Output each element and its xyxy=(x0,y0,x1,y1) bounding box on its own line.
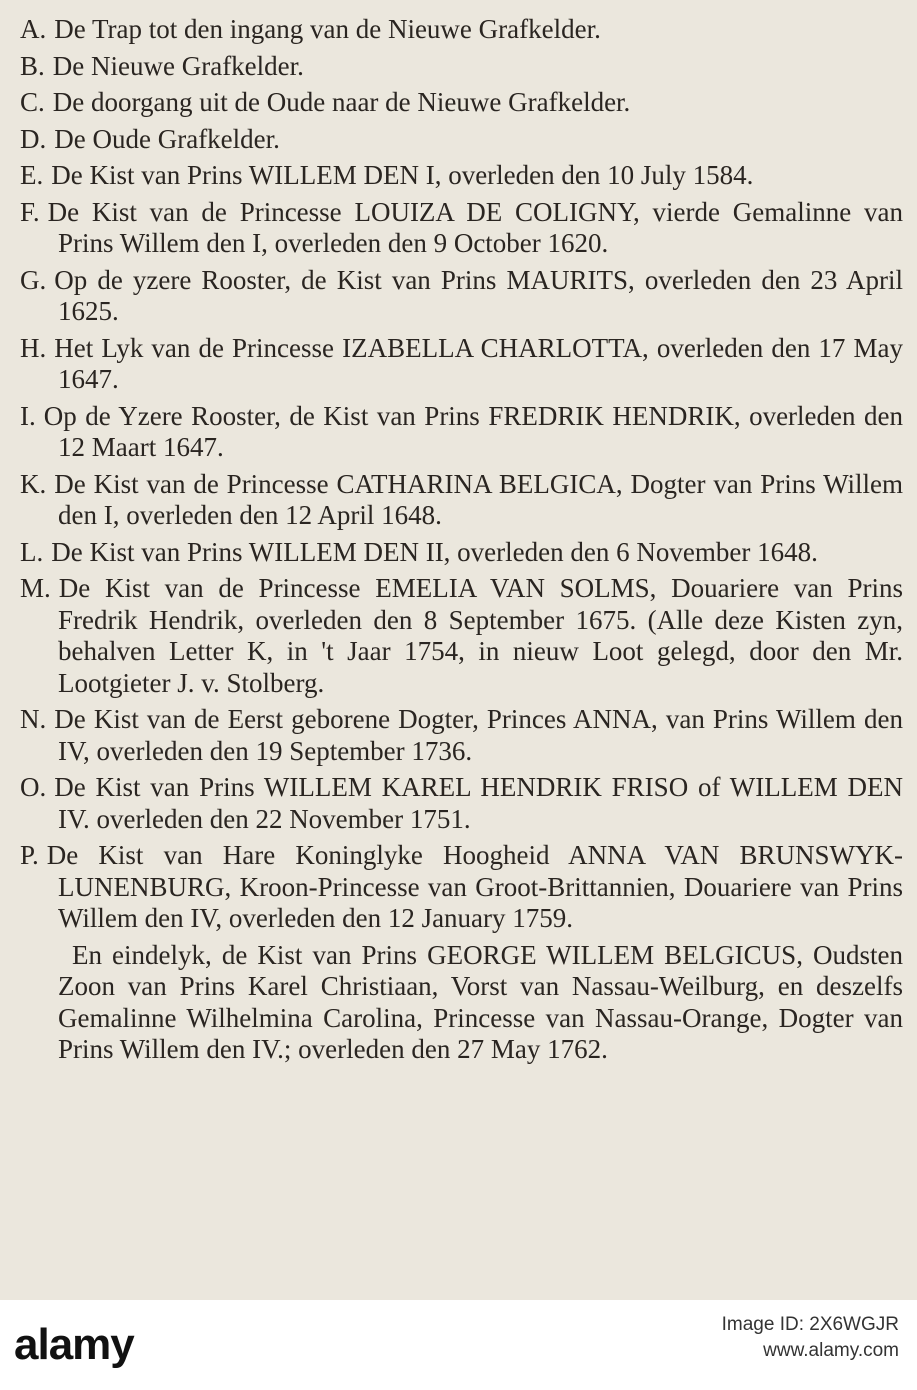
entry-text: De Trap tot den ingang van de Nieuwe Grafkelder. xyxy=(54,14,601,44)
entry-text: De doorgang uit de Oude naar de Nieuwe Grafkelder. xyxy=(52,87,631,117)
entry-letter: E. xyxy=(20,160,44,190)
entry-letter: G. xyxy=(20,264,47,295)
entry-text: Op de yzere Rooster, de Kist van Prins MAURITS, overleden den 23 April 1625. xyxy=(54,264,903,326)
entry-text: Op de Yzere Rooster, de Kist van Prins FREDRIK HENDRIK, overleden den 12 Maart 1647. xyxy=(43,400,903,462)
entry-letter: N. xyxy=(20,704,47,734)
entry-b xyxy=(20,51,903,83)
entry-a xyxy=(20,14,903,46)
entry-o xyxy=(20,772,903,835)
entry-m xyxy=(20,573,903,699)
entry-letter: L. xyxy=(20,536,44,567)
entry-g xyxy=(20,265,903,328)
entry-letter: M. xyxy=(20,573,51,603)
entry-text: De Kist van Prins WILLEM KAREL HENDRIK FRISO of WILLEM DEN IV. overleden den 22 November 1751. xyxy=(54,772,903,834)
entry-letter: O. xyxy=(20,772,47,802)
entry-letter: C. xyxy=(20,87,45,117)
entry-letter: F. xyxy=(20,196,40,227)
entry-letter: D. xyxy=(20,123,47,154)
entry-k xyxy=(20,469,903,532)
entry-text: Het Lyk van de Princesse IZABELLA CHARLOTTA, overleden den 17 May 1647. xyxy=(54,332,903,394)
entry-letter: P. xyxy=(20,840,39,870)
entry-h xyxy=(20,333,903,396)
entry-e xyxy=(20,160,903,192)
entry-letter: I. xyxy=(20,400,36,431)
logo-text: alamy xyxy=(14,1320,134,1369)
entry-f xyxy=(20,197,903,260)
entry-letter: A. xyxy=(20,14,47,44)
entry-text: De Kist van de Princesse CATHARINA BELGICA, Dogter van Prins Willem den I, overleden den 12 April 1648. xyxy=(54,468,903,530)
entry-c xyxy=(20,87,903,119)
footer-divider xyxy=(0,1303,917,1305)
entry-i xyxy=(20,401,903,464)
entry-text: De Oude Grafkelder. xyxy=(54,123,280,154)
entry-letter: H. xyxy=(20,332,47,363)
stock-url: www.alamy.com xyxy=(763,1340,899,1361)
image-id: Image ID: 2X6WGJR xyxy=(721,1314,899,1335)
entry-text: De Kist van Hare Koninglyke Hoogheid ANNA VAN BRUNSWYK-LUNENBURG, Kroon-Princesse van Groot-Brittannien, Douariere van Prins Willem den IV, overleden den 12 January 1759. xyxy=(46,840,903,933)
entry-letter: B. xyxy=(20,50,45,81)
entry-p xyxy=(20,840,903,935)
entry-text: De Kist van Prins WILLEM DEN I, overleden den 10 July 1584. xyxy=(51,160,754,190)
stock-logo xyxy=(14,1316,214,1374)
stock-meta xyxy=(339,1312,899,1364)
entry-d xyxy=(20,124,903,156)
entry-l xyxy=(20,537,903,569)
entry-letter: K. xyxy=(20,468,47,499)
entry-text: De Nieuwe Grafkelder. xyxy=(52,50,304,81)
entry-text: De Kist van de Eerst geborene Dogter, Princes ANNA, van Prins Willem den IV, overleden den 19 September 1736. xyxy=(54,704,903,766)
closing-paragraph: En eindelyk, de Kist van Prins GEORGE WILLEM BELGICUS, Oudsten Zoon van Prins Karel Christiaan, Vorst van Nassau-Weilburg, en deszelfs Gemalinne Wilhelmina Carolina, Princesse van Nassau-Orange, Dogter van Prins Willem den IV.; overleden den 27 May 1762. xyxy=(58,939,903,1064)
entry-n xyxy=(20,704,903,767)
entry-text: De Kist van de Princesse LOUIZA DE COLIGNY, vierde Gemalinne van Prins Willem den I, overleden den 9 October 1620. xyxy=(47,196,903,258)
entry-text: De Kist van Prins WILLEM DEN II, overleden den 6 November 1648. xyxy=(51,536,818,567)
entry-text: De Kist van de Princesse EMELIA VAN SOLMS, Douariere van Prins Fredrik Hendrik, overleden den 8 September 1675. (Alle deze Kisten zyn, behalven Letter K, in 't Jaar 1754, in nieuw Loot gelegd, door den Mr. Lootgieter J. v. Stolberg. xyxy=(58,573,903,698)
